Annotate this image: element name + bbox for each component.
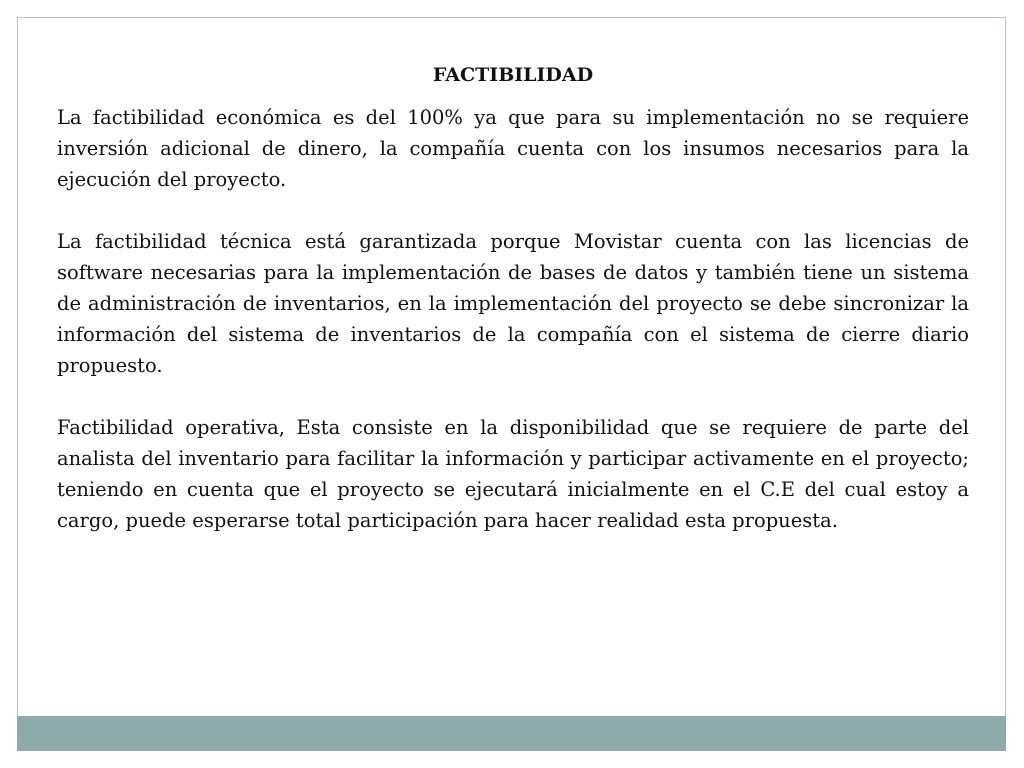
slide-content	[57, 60, 969, 567]
slide-title: FACTIBILIDAD	[432, 64, 594, 86]
paragraph-operational-feasibility: Factibilidad operativa, Esta consiste en la disponibilidad que se requiere de parte del analista del inventario para facilitar la información y participar activamente en el proyecto; teniendo en cuenta que el proyecto se ejecutará inicialmente en el C.E del cual estoy a cargo, puede esperarse total participación para hacer realidad esta propuesta.	[57, 416, 969, 532]
paragraph-economic-feasibility: La factibilidad económica es del 100% ya que para su implementación no se requiere inversión adicional de dinero, la compañía cuenta con los insumos necesarios para la ejecución del proyecto.	[57, 106, 969, 191]
paragraph-technical-feasibility: La factibilidad técnica está garantizada porque Movistar cuenta con las licencias de software necesarias para la implementación de bases de datos y también tiene un sistema de administración de inventarios, en la implementación del proyecto se debe sincronizar la información del sistema de inventarios de la compañía con el sistema de cierre diario propuesto.	[57, 230, 969, 377]
bottom-decorative-band	[17, 716, 1006, 751]
